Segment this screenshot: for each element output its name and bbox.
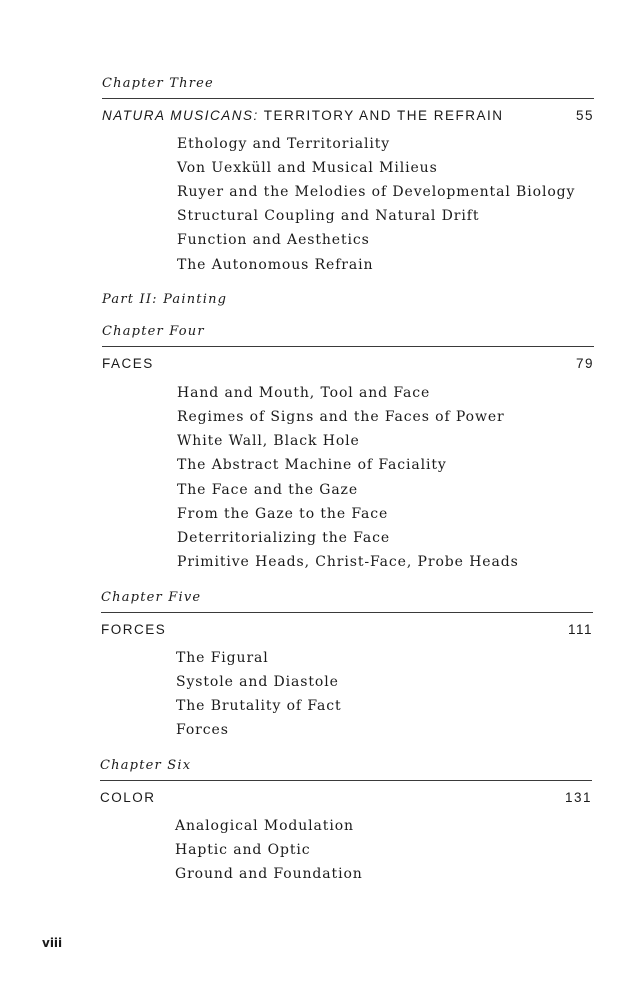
chapter-five-title: FORCES bbox=[101, 622, 167, 637]
chapter-four-section-6: From the Gaze to the Face bbox=[177, 506, 389, 522]
chapter-five-section-1: The Figural bbox=[176, 650, 269, 666]
chapter-three-section-4: Structural Coupling and Natural Drift bbox=[177, 208, 480, 224]
chapter-five-rule bbox=[101, 612, 593, 613]
chapter-four-section-3: White Wall, Black Hole bbox=[177, 433, 360, 449]
chapter-three-page: 55 bbox=[575, 108, 594, 123]
part-two-label: Part II: Painting bbox=[102, 292, 228, 307]
chapter-five-label: Chapter Five bbox=[101, 590, 202, 605]
chapter-three-section-5: Function and Aesthetics bbox=[177, 232, 370, 248]
chapter-six-label: Chapter Six bbox=[100, 758, 192, 773]
chapter-four-section-4: The Abstract Machine of Faciality bbox=[177, 457, 447, 473]
chapter-four-section-5: The Face and the Gaze bbox=[177, 482, 359, 498]
chapter-four-section-2: Regimes of Signs and the Faces of Power bbox=[177, 409, 505, 425]
chapter-three-section-2: Von Uexküll and Musical Milieus bbox=[177, 160, 438, 176]
chapter-five-section-2: Systole and Diastole bbox=[176, 674, 339, 690]
chapter-four-section-7: Deterritorializing the Face bbox=[177, 530, 391, 546]
chapter-four-page: 79 bbox=[575, 356, 594, 371]
chapter-three-rule bbox=[102, 98, 594, 99]
chapter-six-section-2: Haptic and Optic bbox=[175, 842, 311, 858]
chapter-four-label: Chapter Four bbox=[102, 324, 205, 339]
chapter-five-section-3: The Brutality of Fact bbox=[176, 698, 342, 714]
chapter-five-page: 111 bbox=[567, 622, 593, 637]
chapter-six-title: COLOR bbox=[100, 790, 156, 805]
chapter-three-title-italic: NATURA MUSICANS: bbox=[102, 108, 259, 123]
chapter-six-section-3: Ground and Foundation bbox=[175, 866, 363, 882]
chapter-three-section-6: The Autonomous Refrain bbox=[177, 257, 374, 273]
chapter-four-section-1: Hand and Mouth, Tool and Face bbox=[177, 385, 431, 401]
page-folio: viii bbox=[42, 936, 63, 950]
chapter-three-label: Chapter Three bbox=[102, 76, 214, 91]
chapter-three-section-3: Ruyer and the Melodies of Developmental Biology bbox=[177, 184, 576, 200]
chapter-four-title: FACES bbox=[102, 356, 154, 371]
chapter-four-rule bbox=[102, 346, 594, 347]
chapter-three-section-1: Ethology and Territoriality bbox=[177, 136, 391, 152]
chapter-three-title-rest: TERRITORY AND THE REFRAIN bbox=[258, 108, 504, 123]
chapter-three-title bbox=[102, 108, 504, 123]
chapter-six-rule bbox=[100, 780, 592, 781]
chapter-four-section-8: Primitive Heads, Christ-Face, Probe Heads bbox=[177, 554, 519, 570]
chapter-six-page: 131 bbox=[564, 790, 592, 805]
chapter-six-section-1: Analogical Modulation bbox=[175, 818, 354, 834]
chapter-five-section-4: Forces bbox=[176, 722, 229, 738]
